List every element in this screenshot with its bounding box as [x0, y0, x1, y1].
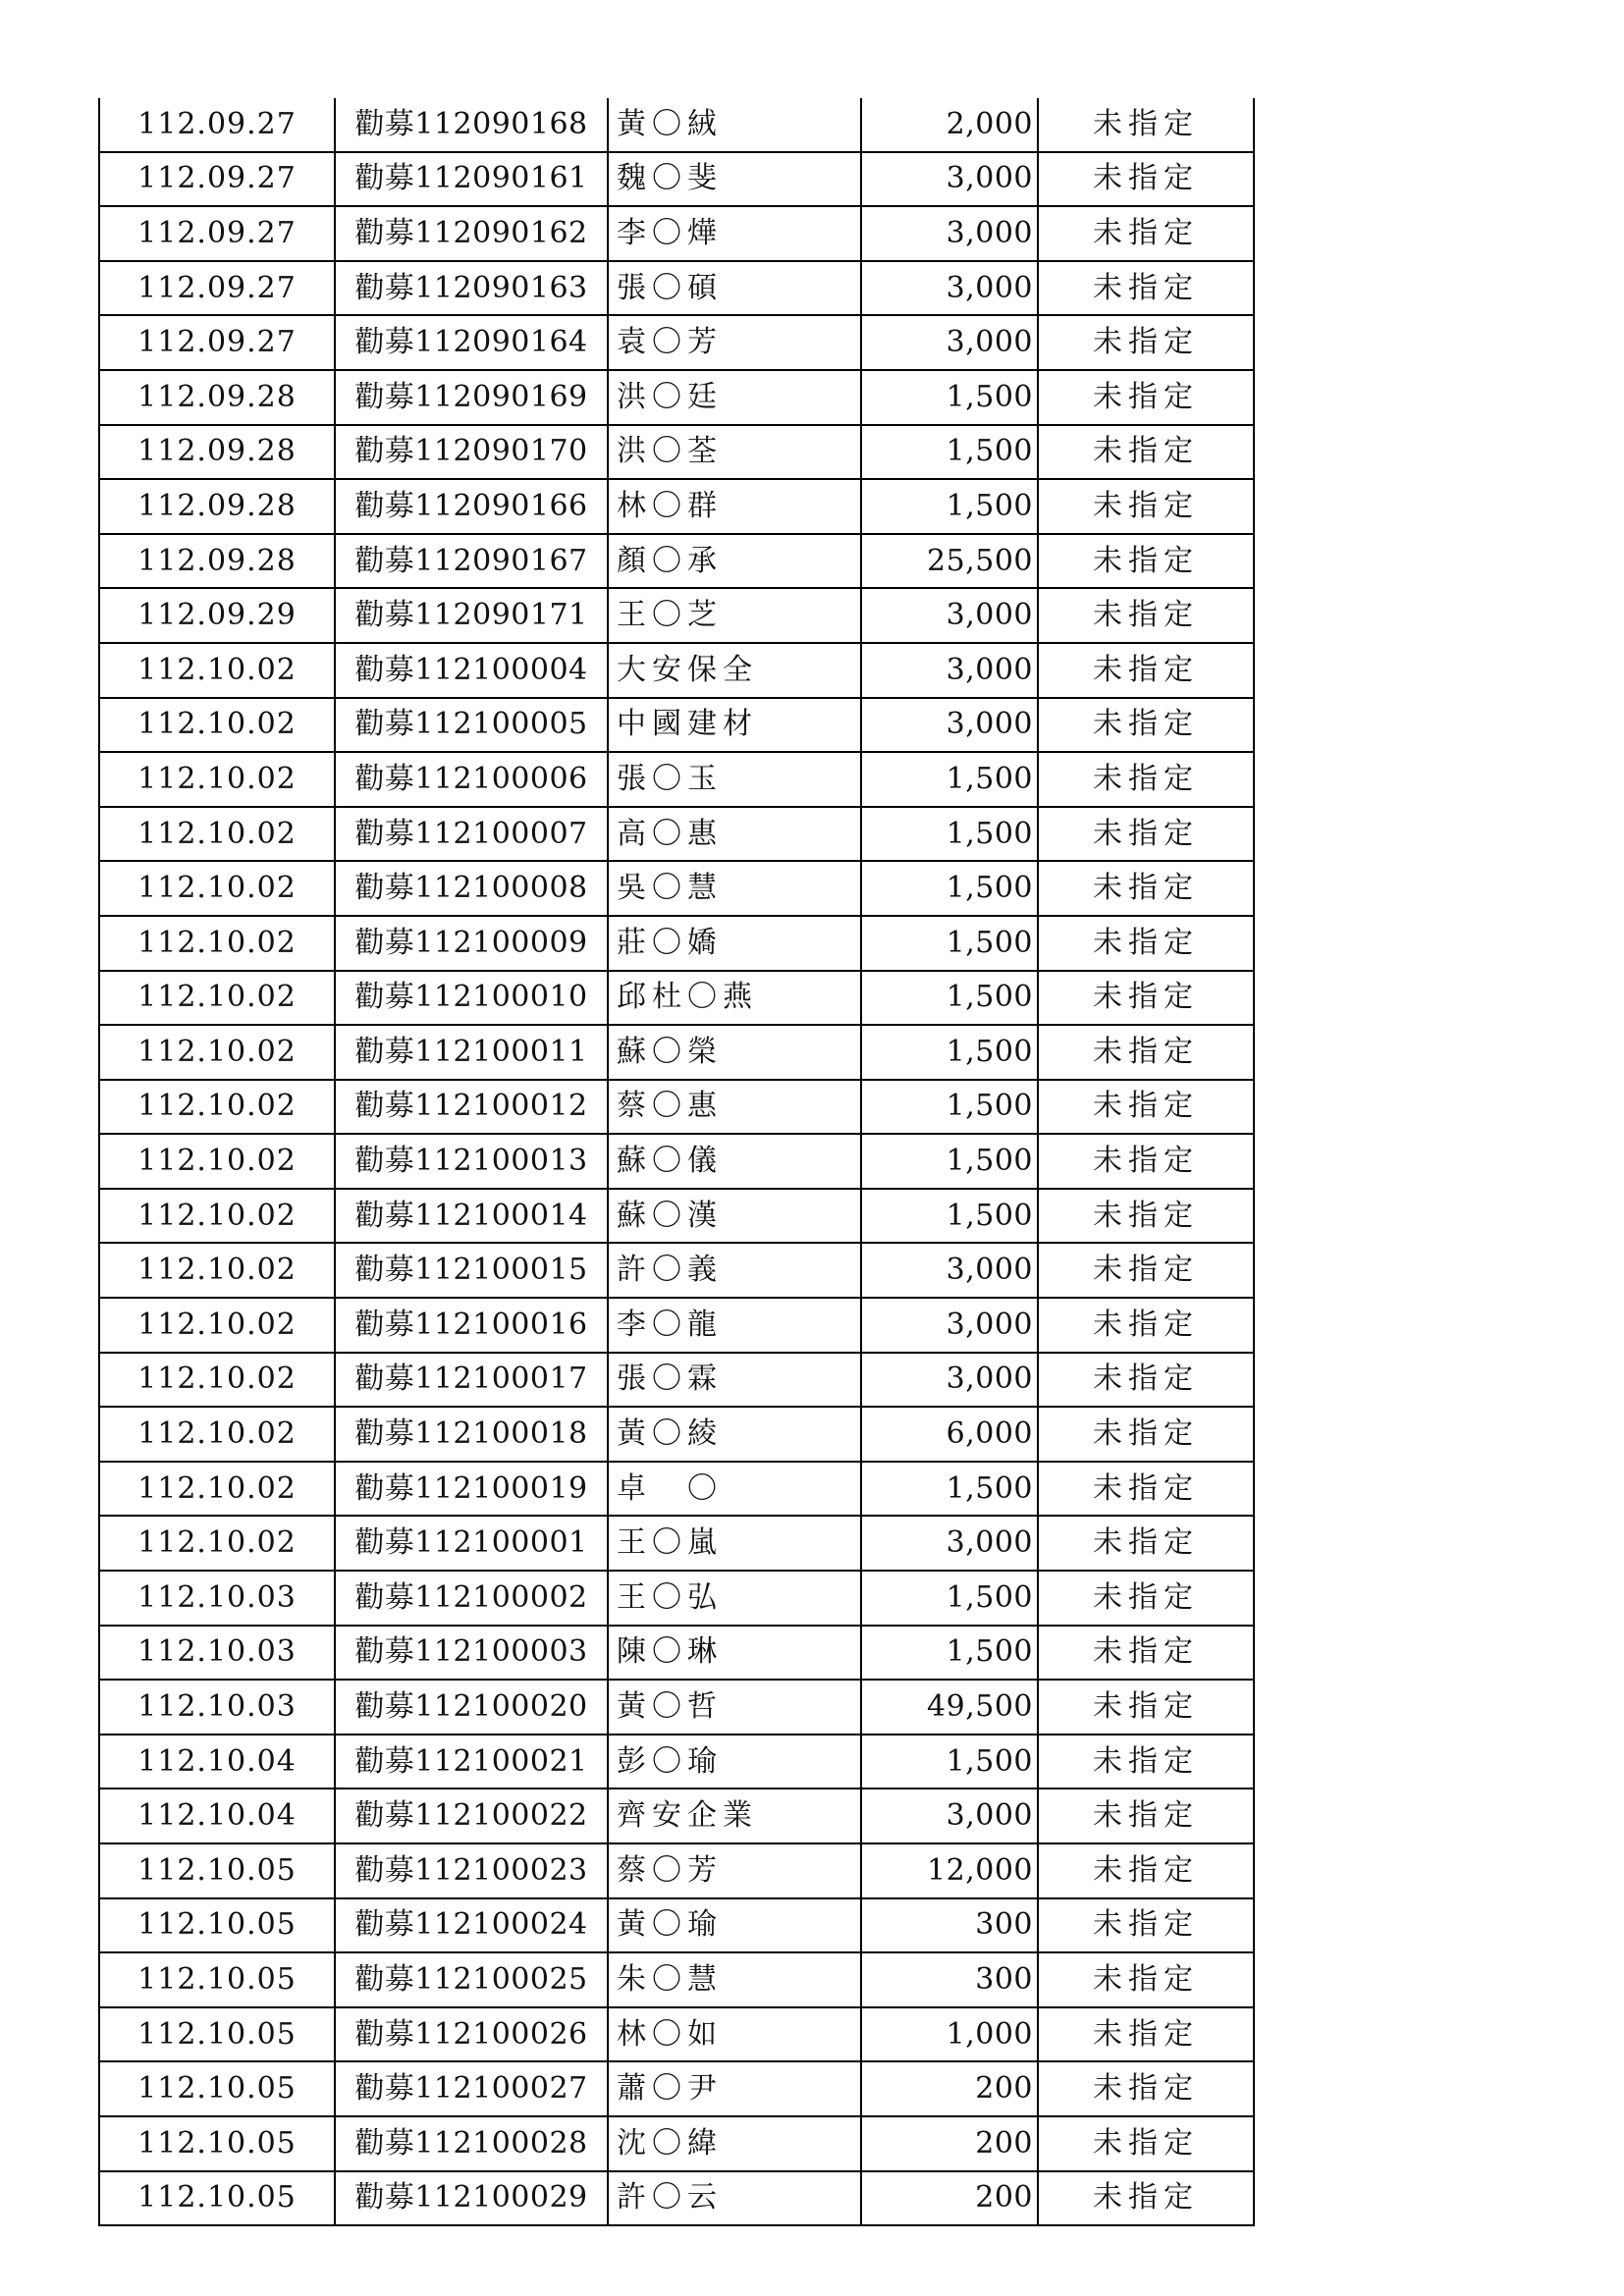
date-cell: 112.10.02 — [99, 1189, 335, 1244]
amount-cell: 1,500 — [861, 1626, 1038, 1681]
table-row — [99, 1080, 1254, 1135]
amount-cell: 3,000 — [861, 1353, 1038, 1408]
designation-cell: 未指定 — [1038, 2007, 1254, 2062]
date-cell: 112.10.03 — [99, 1571, 335, 1626]
table-row — [99, 643, 1254, 698]
amount-cell: 1,500 — [861, 479, 1038, 534]
receipt-number-cell: 勸募112090162 — [335, 206, 608, 261]
designation-cell: 未指定 — [1038, 98, 1254, 152]
amount-cell: 3,000 — [861, 1243, 1038, 1298]
amount-cell: 300 — [861, 1952, 1038, 2007]
receipt-number-cell: 勸募112100008 — [335, 861, 608, 916]
amount-cell: 2,000 — [861, 98, 1038, 152]
designation-cell: 未指定 — [1038, 1680, 1254, 1735]
donor-name-cell: 顏〇承 — [608, 534, 861, 589]
designation-cell: 未指定 — [1038, 1407, 1254, 1462]
receipt-number-cell: 勸募112100014 — [335, 1189, 608, 1244]
receipt-number-cell: 勸募112100018 — [335, 1407, 608, 1462]
date-cell: 112.10.05 — [99, 1843, 335, 1898]
document-page — [98, 98, 1253, 2226]
designation-cell: 未指定 — [1038, 1952, 1254, 2007]
designation-cell: 未指定 — [1038, 2061, 1254, 2116]
date-cell: 112.09.28 — [99, 425, 335, 480]
amount-cell: 1,500 — [861, 971, 1038, 1026]
amount-cell: 300 — [861, 1898, 1038, 1953]
table-row — [99, 1843, 1254, 1898]
designation-cell: 未指定 — [1038, 2116, 1254, 2171]
designation-cell: 未指定 — [1038, 807, 1254, 862]
designation-cell: 未指定 — [1038, 1134, 1254, 1189]
table-row — [99, 370, 1254, 425]
donor-name-cell: 邱杜〇燕 — [608, 971, 861, 1026]
designation-cell: 未指定 — [1038, 152, 1254, 207]
receipt-number-cell: 勸募112100003 — [335, 1626, 608, 1681]
amount-cell: 1,500 — [861, 1025, 1038, 1080]
amount-cell: 6,000 — [861, 1407, 1038, 1462]
table-row — [99, 971, 1254, 1026]
designation-cell: 未指定 — [1038, 1516, 1254, 1571]
receipt-number-cell: 勸募112100022 — [335, 1789, 608, 1843]
table-row — [99, 752, 1254, 807]
table-row — [99, 1898, 1254, 1953]
table-row — [99, 152, 1254, 207]
table-row — [99, 1298, 1254, 1353]
receipt-number-cell: 勸募112090169 — [335, 370, 608, 425]
date-cell: 112.10.02 — [99, 1516, 335, 1571]
date-cell: 112.09.28 — [99, 534, 335, 589]
date-cell: 112.09.27 — [99, 152, 335, 207]
designation-cell: 未指定 — [1038, 479, 1254, 534]
amount-cell: 3,000 — [861, 1516, 1038, 1571]
table-row — [99, 1243, 1254, 1298]
receipt-number-cell: 勸募112090171 — [335, 588, 608, 643]
receipt-number-cell: 勸募112090166 — [335, 479, 608, 534]
table-row — [99, 1952, 1254, 2007]
date-cell: 112.10.05 — [99, 2007, 335, 2062]
donor-name-cell: 黃〇綾 — [608, 1407, 861, 1462]
receipt-number-cell: 勸募112100010 — [335, 971, 608, 1026]
designation-cell: 未指定 — [1038, 425, 1254, 480]
table-row — [99, 861, 1254, 916]
date-cell: 112.10.05 — [99, 1898, 335, 1953]
receipt-number-cell: 勸募112090168 — [335, 98, 608, 152]
date-cell: 112.10.03 — [99, 1680, 335, 1735]
table-row — [99, 479, 1254, 534]
donor-name-cell: 卓 〇 — [608, 1462, 861, 1517]
date-cell: 112.10.02 — [99, 1298, 335, 1353]
receipt-number-cell: 勸募112090170 — [335, 425, 608, 480]
designation-cell: 未指定 — [1038, 643, 1254, 698]
table-row — [99, 2171, 1254, 2226]
donor-name-cell: 許〇義 — [608, 1243, 861, 1298]
table-row — [99, 315, 1254, 370]
date-cell: 112.10.05 — [99, 2116, 335, 2171]
receipt-number-cell: 勸募112100004 — [335, 643, 608, 698]
donor-name-cell: 莊〇嬌 — [608, 916, 861, 971]
donor-name-cell: 洪〇荃 — [608, 425, 861, 480]
receipt-number-cell: 勸募112100021 — [335, 1735, 608, 1789]
receipt-number-cell: 勸募112100005 — [335, 698, 608, 753]
date-cell: 112.10.05 — [99, 2061, 335, 2116]
designation-cell: 未指定 — [1038, 1080, 1254, 1135]
donor-name-cell: 李〇龍 — [608, 1298, 861, 1353]
date-cell: 112.09.27 — [99, 206, 335, 261]
receipt-number-cell: 勸募112100002 — [335, 1571, 608, 1626]
table-row — [99, 588, 1254, 643]
receipt-number-cell: 勸募112100001 — [335, 1516, 608, 1571]
amount-cell: 1,500 — [861, 370, 1038, 425]
donor-name-cell: 蘇〇榮 — [608, 1025, 861, 1080]
amount-cell: 1,500 — [861, 1134, 1038, 1189]
designation-cell: 未指定 — [1038, 1025, 1254, 1080]
receipt-number-cell: 勸募112100009 — [335, 916, 608, 971]
table-row — [99, 1789, 1254, 1843]
donor-name-cell: 黃〇瑜 — [608, 1898, 861, 1953]
amount-cell: 1,500 — [861, 861, 1038, 916]
date-cell: 112.10.03 — [99, 1626, 335, 1681]
table-row — [99, 98, 1254, 152]
donor-name-cell: 吳〇慧 — [608, 861, 861, 916]
table-row — [99, 1626, 1254, 1681]
donor-name-cell: 蘇〇儀 — [608, 1134, 861, 1189]
date-cell: 112.09.27 — [99, 261, 335, 316]
designation-cell: 未指定 — [1038, 534, 1254, 589]
table-row — [99, 1680, 1254, 1735]
donor-name-cell: 陳〇琳 — [608, 1626, 861, 1681]
donor-name-cell: 齊安企業 — [608, 1789, 861, 1843]
donor-name-cell: 高〇惠 — [608, 807, 861, 862]
table-row — [99, 206, 1254, 261]
designation-cell: 未指定 — [1038, 971, 1254, 1026]
table-row — [99, 534, 1254, 589]
date-cell: 112.10.02 — [99, 861, 335, 916]
table-row — [99, 698, 1254, 753]
table-row — [99, 1462, 1254, 1517]
table-row — [99, 261, 1254, 316]
designation-cell: 未指定 — [1038, 1571, 1254, 1626]
donor-name-cell: 蕭〇尹 — [608, 2061, 861, 2116]
donor-name-cell: 張〇霖 — [608, 1353, 861, 1408]
donor-name-cell: 王〇芝 — [608, 588, 861, 643]
donor-name-cell: 蔡〇芳 — [608, 1843, 861, 1898]
designation-cell: 未指定 — [1038, 261, 1254, 316]
receipt-number-cell: 勸募112100012 — [335, 1080, 608, 1135]
designation-cell: 未指定 — [1038, 1789, 1254, 1843]
amount-cell: 3,000 — [861, 152, 1038, 207]
donor-name-cell: 彭〇瑜 — [608, 1735, 861, 1789]
date-cell: 112.10.04 — [99, 1789, 335, 1843]
date-cell: 112.10.02 — [99, 1407, 335, 1462]
date-cell: 112.10.02 — [99, 971, 335, 1026]
donor-name-cell: 黃〇絨 — [608, 98, 861, 152]
designation-cell: 未指定 — [1038, 698, 1254, 753]
receipt-number-cell: 勸募112100027 — [335, 2061, 608, 2116]
designation-cell: 未指定 — [1038, 206, 1254, 261]
amount-cell: 1,500 — [861, 1462, 1038, 1517]
date-cell: 112.10.02 — [99, 1243, 335, 1298]
amount-cell: 49,500 — [861, 1680, 1038, 1735]
receipt-number-cell: 勸募112100029 — [335, 2171, 608, 2226]
designation-cell: 未指定 — [1038, 1735, 1254, 1789]
table-row — [99, 425, 1254, 480]
table-row — [99, 807, 1254, 862]
date-cell: 112.10.02 — [99, 1134, 335, 1189]
donor-name-cell: 許〇云 — [608, 2171, 861, 2226]
donor-name-cell: 沈〇緯 — [608, 2116, 861, 2171]
donor-name-cell: 蔡〇惠 — [608, 1080, 861, 1135]
table-row — [99, 2116, 1254, 2171]
date-cell: 112.10.02 — [99, 1462, 335, 1517]
amount-cell: 1,500 — [861, 807, 1038, 862]
designation-cell: 未指定 — [1038, 370, 1254, 425]
receipt-number-cell: 勸募112090161 — [335, 152, 608, 207]
donor-name-cell: 王〇嵐 — [608, 1516, 861, 1571]
amount-cell: 25,500 — [861, 534, 1038, 589]
receipt-number-cell: 勸募112100025 — [335, 1952, 608, 2007]
amount-cell: 1,500 — [861, 752, 1038, 807]
donor-name-cell: 王〇弘 — [608, 1571, 861, 1626]
designation-cell: 未指定 — [1038, 752, 1254, 807]
date-cell: 112.10.02 — [99, 1353, 335, 1408]
date-cell: 112.10.02 — [99, 1025, 335, 1080]
amount-cell: 1,000 — [861, 2007, 1038, 2062]
receipt-number-cell: 勸募112100023 — [335, 1843, 608, 1898]
receipt-number-cell: 勸募112100013 — [335, 1134, 608, 1189]
donor-name-cell: 魏〇斐 — [608, 152, 861, 207]
amount-cell: 3,000 — [861, 698, 1038, 753]
table-row — [99, 1189, 1254, 1244]
designation-cell: 未指定 — [1038, 1462, 1254, 1517]
receipt-number-cell: 勸募112100020 — [335, 1680, 608, 1735]
donor-name-cell: 張〇碩 — [608, 261, 861, 316]
date-cell: 112.09.29 — [99, 588, 335, 643]
receipt-number-cell: 勸募112090163 — [335, 261, 608, 316]
receipt-number-cell: 勸募112100006 — [335, 752, 608, 807]
receipt-number-cell: 勸募112100011 — [335, 1025, 608, 1080]
date-cell: 112.10.02 — [99, 752, 335, 807]
designation-cell: 未指定 — [1038, 588, 1254, 643]
table-row — [99, 1516, 1254, 1571]
amount-cell: 3,000 — [861, 588, 1038, 643]
receipt-number-cell: 勸募112090164 — [335, 315, 608, 370]
date-cell: 112.10.02 — [99, 916, 335, 971]
date-cell: 112.10.02 — [99, 1080, 335, 1135]
amount-cell: 1,500 — [861, 1571, 1038, 1626]
amount-cell: 200 — [861, 2171, 1038, 2226]
amount-cell: 1,500 — [861, 1189, 1038, 1244]
amount-cell: 1,500 — [861, 1080, 1038, 1135]
designation-cell: 未指定 — [1038, 1353, 1254, 1408]
donor-name-cell: 中國建材 — [608, 698, 861, 753]
designation-cell: 未指定 — [1038, 1243, 1254, 1298]
donor-name-cell: 林〇群 — [608, 479, 861, 534]
date-cell: 112.10.02 — [99, 698, 335, 753]
table-row — [99, 916, 1254, 971]
amount-cell: 1,500 — [861, 916, 1038, 971]
donor-name-cell: 李〇燁 — [608, 206, 861, 261]
donor-name-cell: 蘇〇漢 — [608, 1189, 861, 1244]
amount-cell: 3,000 — [861, 643, 1038, 698]
donor-name-cell: 洪〇廷 — [608, 370, 861, 425]
donor-name-cell: 大安保全 — [608, 643, 861, 698]
receipt-number-cell: 勸募112100007 — [335, 807, 608, 862]
receipt-number-cell: 勸募112100019 — [335, 1462, 608, 1517]
designation-cell: 未指定 — [1038, 2171, 1254, 2226]
date-cell: 112.10.02 — [99, 643, 335, 698]
receipt-number-cell: 勸募112100026 — [335, 2007, 608, 2062]
receipt-number-cell: 勸募112100016 — [335, 1298, 608, 1353]
designation-cell: 未指定 — [1038, 861, 1254, 916]
table-row — [99, 2007, 1254, 2062]
amount-cell: 200 — [861, 2116, 1038, 2171]
receipt-number-cell: 勸募112100017 — [335, 1353, 608, 1408]
amount-cell: 200 — [861, 2061, 1038, 2116]
designation-cell: 未指定 — [1038, 315, 1254, 370]
date-cell: 112.09.27 — [99, 98, 335, 152]
table-row — [99, 1134, 1254, 1189]
amount-cell: 3,000 — [861, 261, 1038, 316]
amount-cell: 3,000 — [861, 206, 1038, 261]
table-row — [99, 2061, 1254, 2116]
amount-cell: 3,000 — [861, 1298, 1038, 1353]
donor-name-cell: 黃〇哲 — [608, 1680, 861, 1735]
designation-cell: 未指定 — [1038, 1189, 1254, 1244]
receipt-number-cell: 勸募112100028 — [335, 2116, 608, 2171]
designation-cell: 未指定 — [1038, 1298, 1254, 1353]
donation-ledger-table — [98, 98, 1255, 2226]
table-row — [99, 1353, 1254, 1408]
date-cell: 112.09.28 — [99, 370, 335, 425]
date-cell: 112.09.28 — [99, 479, 335, 534]
date-cell: 112.10.04 — [99, 1735, 335, 1789]
amount-cell: 1,500 — [861, 1735, 1038, 1789]
amount-cell: 12,000 — [861, 1843, 1038, 1898]
amount-cell: 3,000 — [861, 315, 1038, 370]
receipt-number-cell: 勸募112100024 — [335, 1898, 608, 1953]
table-row — [99, 1407, 1254, 1462]
ledger-body — [99, 98, 1254, 2225]
date-cell: 112.09.27 — [99, 315, 335, 370]
receipt-number-cell: 勸募112100015 — [335, 1243, 608, 1298]
date-cell: 112.10.05 — [99, 2171, 335, 2226]
date-cell: 112.10.02 — [99, 807, 335, 862]
amount-cell: 3,000 — [861, 1789, 1038, 1843]
table-row — [99, 1025, 1254, 1080]
designation-cell: 未指定 — [1038, 1898, 1254, 1953]
donor-name-cell: 張〇玉 — [608, 752, 861, 807]
donor-name-cell: 袁〇芳 — [608, 315, 861, 370]
receipt-number-cell: 勸募112090167 — [335, 534, 608, 589]
date-cell: 112.10.05 — [99, 1952, 335, 2007]
table-row — [99, 1571, 1254, 1626]
designation-cell: 未指定 — [1038, 1843, 1254, 1898]
designation-cell: 未指定 — [1038, 916, 1254, 971]
designation-cell: 未指定 — [1038, 1626, 1254, 1681]
donor-name-cell: 朱〇慧 — [608, 1952, 861, 2007]
donor-name-cell: 林〇如 — [608, 2007, 861, 2062]
table-row — [99, 1735, 1254, 1789]
amount-cell: 1,500 — [861, 425, 1038, 480]
